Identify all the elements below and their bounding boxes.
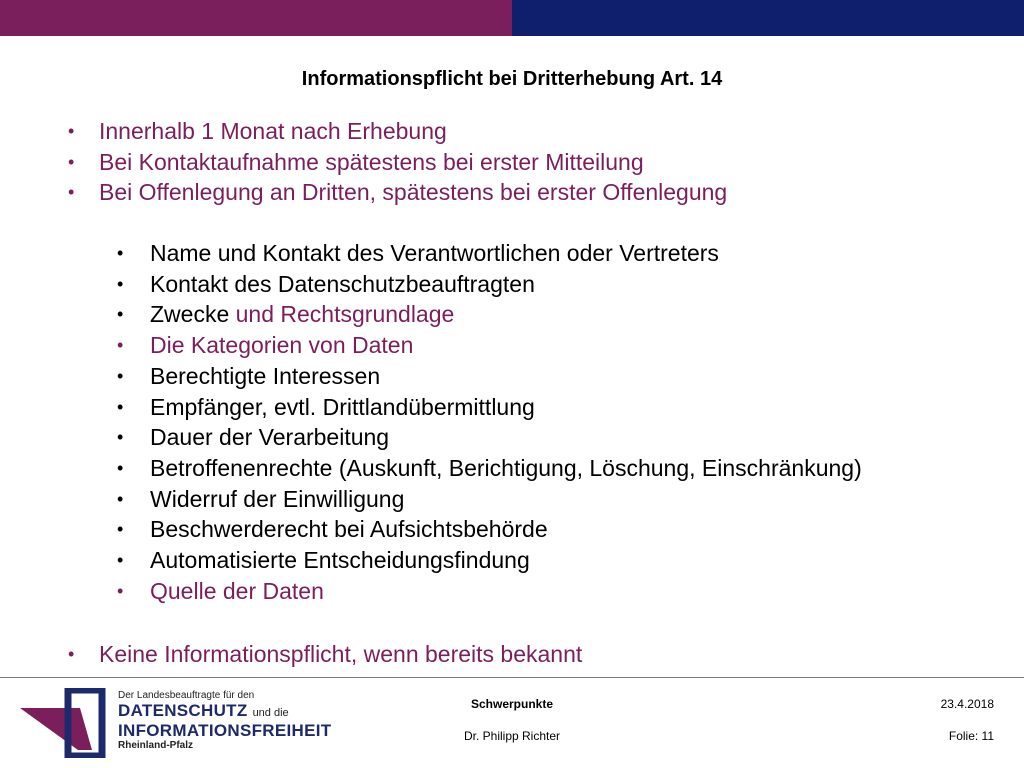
list-item: • Name und Kontakt des Verantwortlichen oder Vertreters <box>117 240 719 266</box>
bottom-bullet-list <box>0 639 582 670</box>
sub-bullet-list <box>0 238 862 606</box>
footer-author: Dr. Philipp Richter <box>463 729 561 743</box>
list-item: • Betroffenenrechte (Auskunft, Berichtigung, Löschung, Einschränkung) <box>117 454 862 481</box>
list-item: • Widerruf der Einwilligung <box>117 485 405 512</box>
footer-divider <box>0 677 1024 678</box>
logo-line-2: DATENSCHUTZ und die <box>118 701 289 720</box>
list-item: • Keine Informationspflicht, wenn bereits bekannt <box>68 641 583 667</box>
list-item: • Bei Offenlegung an Dritten, spätestens bei erster Offenlegung <box>68 179 728 206</box>
logo-line-4: Rheinland-Pfalz <box>118 740 194 751</box>
list-item: • Dauer der Verarbeitung <box>117 424 390 451</box>
list-item: • Bei Kontaktaufnahme spätestens bei erster Mitteilung <box>68 148 644 175</box>
list-item: • Automatisierte Entscheidungsfindung <box>117 547 530 574</box>
list-item: • Kontakt des Datenschutzbeauftragten <box>117 270 535 297</box>
top-bullet-list <box>0 116 727 208</box>
top-bar-navy <box>512 0 1024 36</box>
list-item: • Quelle der Daten <box>117 577 324 604</box>
top-bar-purple <box>0 0 512 36</box>
list-item: • Innerhalb 1 Monat nach Erhebung <box>68 118 447 144</box>
footer-topic: Schwerpunkte <box>470 697 554 711</box>
list-item: • Zwecke und Rechtsgrundlage <box>117 301 455 328</box>
logo-text <box>118 690 331 752</box>
list-item: • Berechtigte Interessen <box>117 362 381 389</box>
slide-title: Informationspflicht bei Dritterhebung Art. 14 <box>301 68 723 90</box>
top-color-bar <box>0 0 1024 36</box>
list-item: • Beschwerderecht bei Aufsichtsbehörde <box>117 516 548 543</box>
logo-line-3: INFORMATIONSFREIHEIT <box>118 721 332 740</box>
logo-line-1: Der Landesbeauftragte für den <box>118 690 255 701</box>
footer-date: 23.4.2018 <box>940 697 994 711</box>
list-item: • Die Kategorien von Daten <box>117 332 414 359</box>
list-item: • Empfänger, evtl. Drittlandübermittlung <box>117 393 535 420</box>
footer-slide-number: Folie: 11 <box>948 729 994 743</box>
